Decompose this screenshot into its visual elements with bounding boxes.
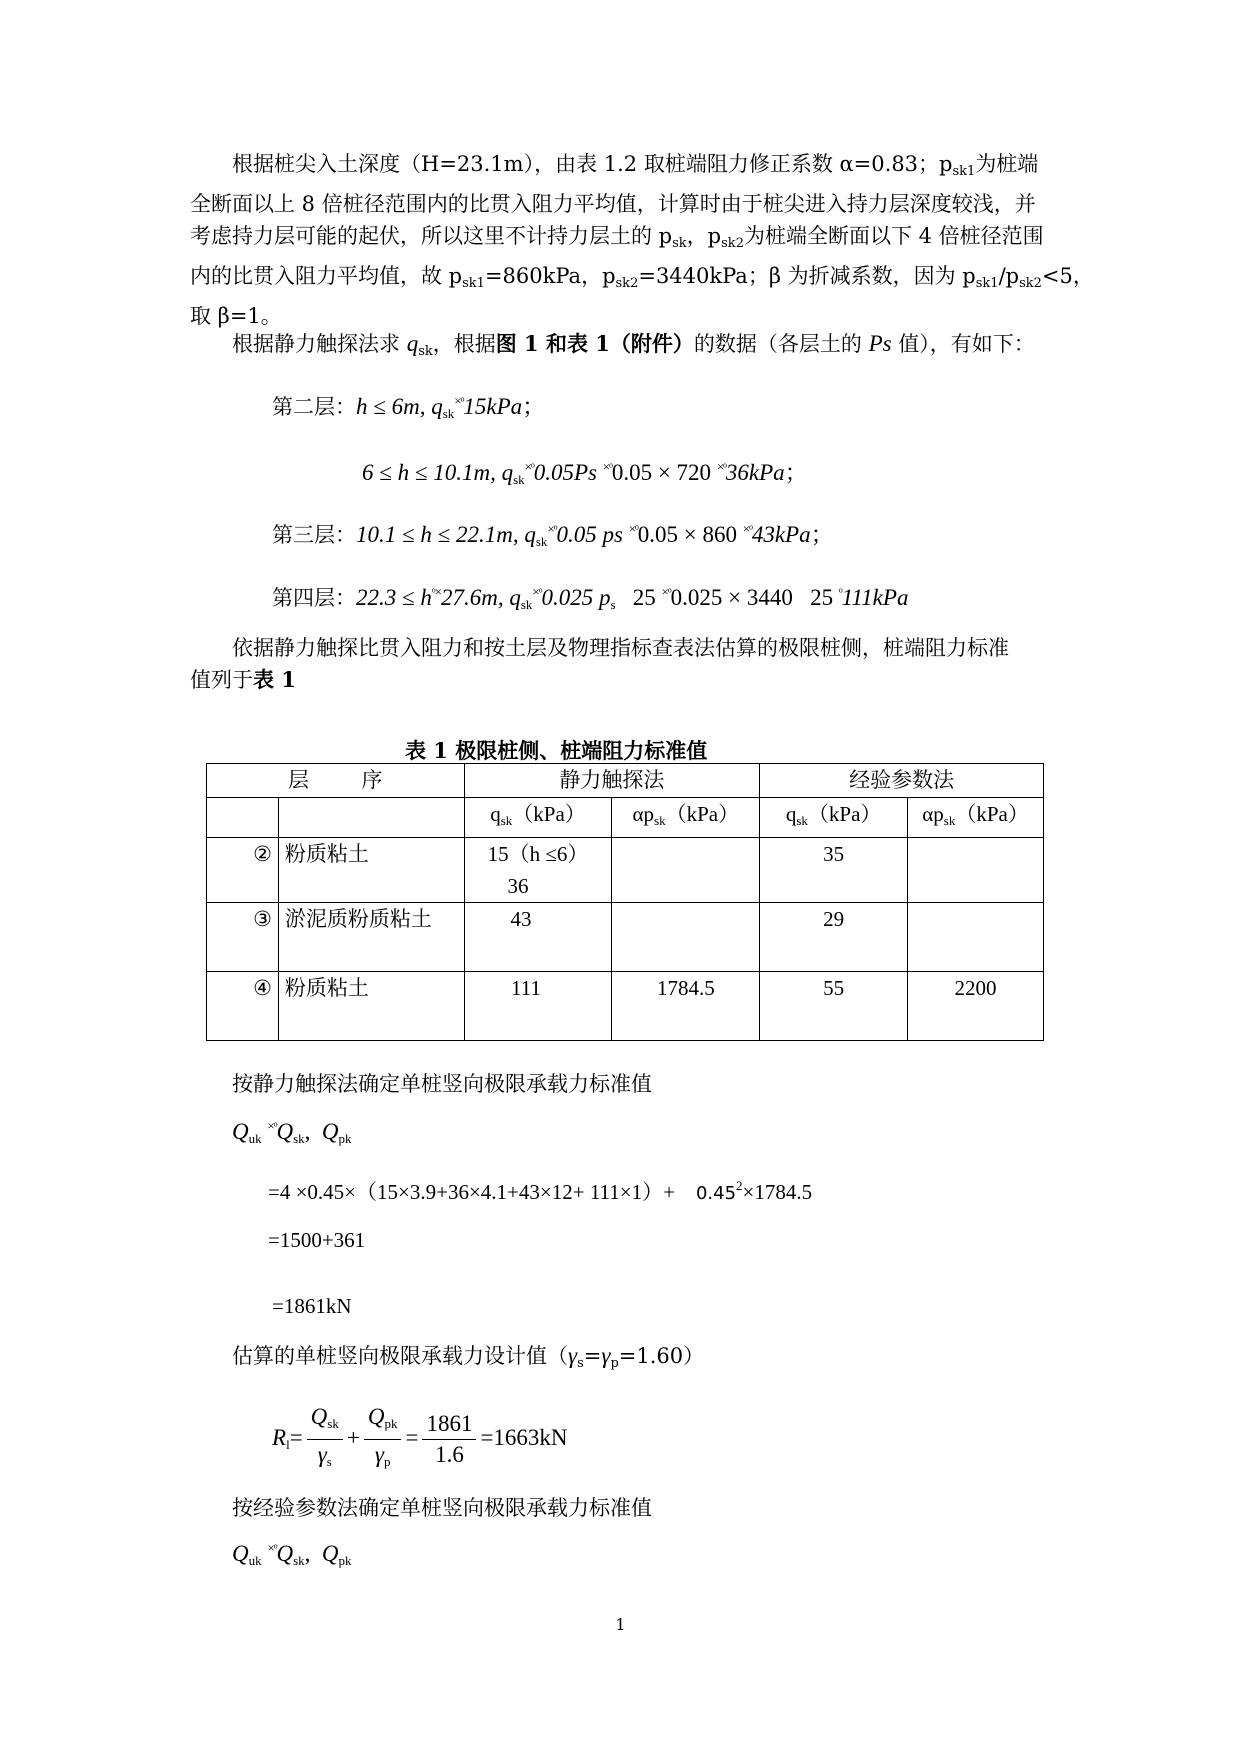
calc1-line1: =4 ×0.45×（15×3.9+36×4.1+43×12+ 111×1）+ $0.45^2\times 1784.5$ [268,1178,813,1204]
row-emp-qsk: 29 [760,903,908,972]
layer2-eq2: 6 ≤ h ≤ 10.1m, $q_{sk}^{\times ᵒ}0.05Ps$ $^{\times ᵒ}$0.05 × 720 $^{\times ᵒ}$36kPa； [362,459,808,487]
frac-qsk: $\frac{Q_{sk}}{\gamma_s}$ [307,1402,343,1477]
resistance-table [206,763,1044,1041]
basis-line-2: 值列于表 1 [190,667,296,692]
row-emp-qsk: 35 [760,838,908,903]
row-soil: 粉质粘土 [278,972,464,1041]
row-emp-qsk: 55 [760,972,908,1041]
row-emp-ap: 2200 [908,972,1044,1041]
layer4-eq: 第四层：$22.3 \le h^{ᵒ\times}27.6m$, $q_{sk}^{\times ᵒ}0.025$ $p_s$ 25 $^{\times ᵒ}$0.025 × 3440 25 $^ᵒ$111kPa [272,584,909,612]
intro-line-4: 内的比贯入阻力平均值，故 $p_{sk1}=860kPa$，$p_{sk2}=3440kPa$；β 为折减系数，因为 $p_{sk1}/p_{sk2}<5$， [190,264,1094,291]
table-row [207,838,1044,903]
row-cpt-qsk: 111 [464,972,612,1041]
row-no: ③ [207,903,279,972]
header-empirical: 经验参数法 [760,764,1044,798]
intro-line-1: 根据桩尖入土深度（H=23.1m），由表 1.2 取桩端阻力修正系数 α=0.83；$p_{sk1}$为桩端 [232,152,1039,179]
row-emp-ap [908,903,1044,972]
subheader-emp-ap: $\alpha p_{sk}(kPa)$ [908,798,1044,838]
calc3-formula: $Q_{uk}$ $^{\times ᵒ}Q_{sk}$, $Q_{pk}$ [232,1540,352,1568]
row-emp-ap [908,838,1044,903]
header-cpt: 静力触探法 [464,764,760,798]
layer2-eq1: 第二层：h ≤ 6m, $q_{sk}^{\times ᵒ}15kPa$； [272,393,546,421]
row-soil: 淤泥质粉质粘土 [278,903,464,972]
row-cpt-ap [612,838,760,903]
table-row [207,972,1044,1041]
calc1-line2: =1500+361 [268,1228,366,1252]
cpt-sentence: 根据静力触探法求 $q_{sk}$，根据图 1 和表 1（附件）的数据（各层土的 Ps 值），有如下： [232,331,1035,359]
table-caption: 表 1 极限桩侧、桩端阻力标准值 [405,738,708,763]
row-no: ④ [207,972,279,1041]
subheader-cpt-qsk: $q_{sk}(kPa)$ [464,798,612,838]
intro-paragraph [190,148,1094,332]
basis-line-1: 依据静力触探比贯入阻力和按土层及物理指标查表法估算的极限桩侧，桩端阻力标准 [232,636,1009,660]
calc2-formula: $R_l=$ $\frac{Q_{sk}}{\gamma_s}$ + $\frac{Q_{pk}}{\gamma_p}$ = $\frac{1861}{1.6}$ =1663kN [272,1402,568,1477]
header-blank-1 [207,798,279,838]
row-soil: 粉质粘土 [278,838,464,903]
header-blank-2 [278,798,464,838]
row-cpt-ap: 1784.5 [612,972,760,1041]
calc1-line3: =1861kN [272,1294,352,1318]
frac-value: $\frac{1861}{1.6}$ [422,1409,476,1470]
layer3-eq: 第三层：10.1 ≤ h ≤ 22.1m, $q_{sk}^{\times ᵒ}0.05$ ps $^{\times ᵒ}$0.05 × 860 $^{\times ᵒ}$43kPa； [272,521,834,549]
table-row [207,903,1044,972]
row-cpt-ap [612,903,760,972]
calc1-title: 按静力触探法确定单桩竖向极限承载力标准值 [232,1072,652,1096]
calc3-title: 按经验参数法确定单桩竖向极限承载力标准值 [232,1496,652,1520]
row-no: ② [207,838,279,903]
basis-paragraph [190,632,1050,696]
calc1-formula: $Q_{uk}$ $^{\times ᵒ}Q_{sk}$, $Q_{pk}$ [232,1118,352,1146]
frac-qpk: $\frac{Q_{pk}}{\gamma_p}$ [364,1402,402,1477]
page-number: 1 [615,1615,626,1634]
calc2-title: 估算的单桩竖向极限承载力设计值$(\gamma_s=\gamma_p=1.60)$ [232,1343,705,1371]
header-layer: 层 序 [207,764,465,798]
intro-line-5: 取 β=1。 [190,304,282,328]
row-cpt-qsk: 15（h ≤6） 36 [464,838,612,903]
intro-line-2: 全断面以上 8 倍桩径范围内的比贯入阻力平均值，计算时由于桩尖进入持力层深度较浅，并 [190,192,1036,216]
row-cpt-qsk: 43 [464,903,612,972]
intro-line-3: 考虑持力层可能的起伏，所以这里不计持力层土的 $p_{sk}$，$p_{sk2}$为桩端全断面以下 4 倍桩径范围 [190,224,1044,251]
subheader-emp-qsk: $q_{sk}(kPa)$ [760,798,908,838]
subheader-cpt-ap: $\alpha p_{sk}(kPa)$ [612,798,760,838]
